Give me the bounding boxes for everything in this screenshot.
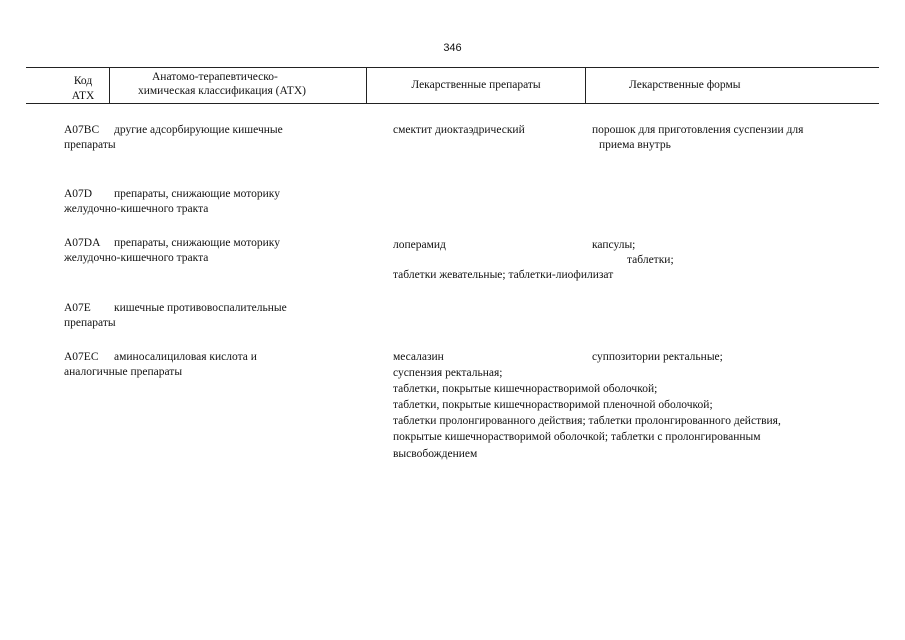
atc-description-line2: аналогичные препараты (64, 366, 183, 378)
atc-code: A07D (64, 188, 93, 200)
dosage-form-line3: таблетки, покрытые кишечнорастворимой оболочкой; (393, 383, 658, 395)
atc-code: A07EC (64, 351, 99, 363)
dosage-form-line1: порошок для приготовления суспензии для (592, 124, 804, 136)
dosage-form-line7: высвобождением (393, 448, 478, 460)
dosage-form-line4: таблетки, покрытые кишечнорастворимой пленочной оболочкой; (393, 399, 713, 411)
dosage-form-line1: капсулы; (592, 239, 636, 251)
atc-code: A07E (64, 302, 91, 314)
header-code-line2: АТХ (71, 90, 95, 102)
header-drugs: Лекарственные препараты (411, 79, 541, 91)
dosage-form-line2: приема внутрь (599, 139, 671, 151)
dosage-form-line6: покрытые кишечнорастворимой оболочкой; таблетки с пролонгированным (393, 431, 761, 443)
header-atc-line1: Анатомо-терапевтическо- (152, 71, 278, 83)
dosage-form-line3: таблетки жевательные; таблетки-лиофилизат (393, 269, 614, 281)
atc-description-line2: желудочно-кишечного тракта (64, 252, 209, 264)
header-bottom-rule (26, 103, 879, 104)
atc-description-line2: препараты (64, 317, 116, 329)
dosage-form-line2: суспензия ректальная; (393, 367, 503, 379)
header-top-rule (26, 67, 879, 68)
header-atc-line2: химическая классификация (АТХ) (138, 85, 306, 97)
dosage-form-line5: таблетки пролонгированного действия; таблетки пролонгированного действия, (393, 415, 781, 427)
atc-description-line2: препараты (64, 139, 116, 151)
page-number: 346 (443, 42, 462, 54)
header-divider-3 (585, 67, 586, 103)
atc-code: A07DA (64, 237, 101, 249)
atc-description-line1: препараты, снижающие моторику (114, 237, 280, 249)
drug-name: смектит диоктаэдрический (393, 124, 525, 136)
header-code-line1: Код (73, 75, 93, 87)
atc-description-line1: другие адсорбирующие кишечные (114, 124, 283, 136)
header-forms: Лекарственные формы (629, 79, 741, 91)
atc-description-line1: препараты, снижающие моторику (114, 188, 280, 200)
drug-name: месалазин (393, 351, 444, 363)
drug-name: лоперамид (393, 239, 446, 251)
atc-description-line1: аминосалициловая кислота и (114, 351, 257, 363)
atc-code: A07BC (64, 124, 100, 136)
atc-description-line2: желудочно-кишечного тракта (64, 203, 209, 215)
dosage-form-line1: суппозитории ректальные; (592, 351, 723, 363)
dosage-form-line2: таблетки; (627, 254, 674, 266)
header-divider-1 (109, 67, 110, 103)
atc-description-line1: кишечные противовоспалительные (114, 302, 287, 314)
